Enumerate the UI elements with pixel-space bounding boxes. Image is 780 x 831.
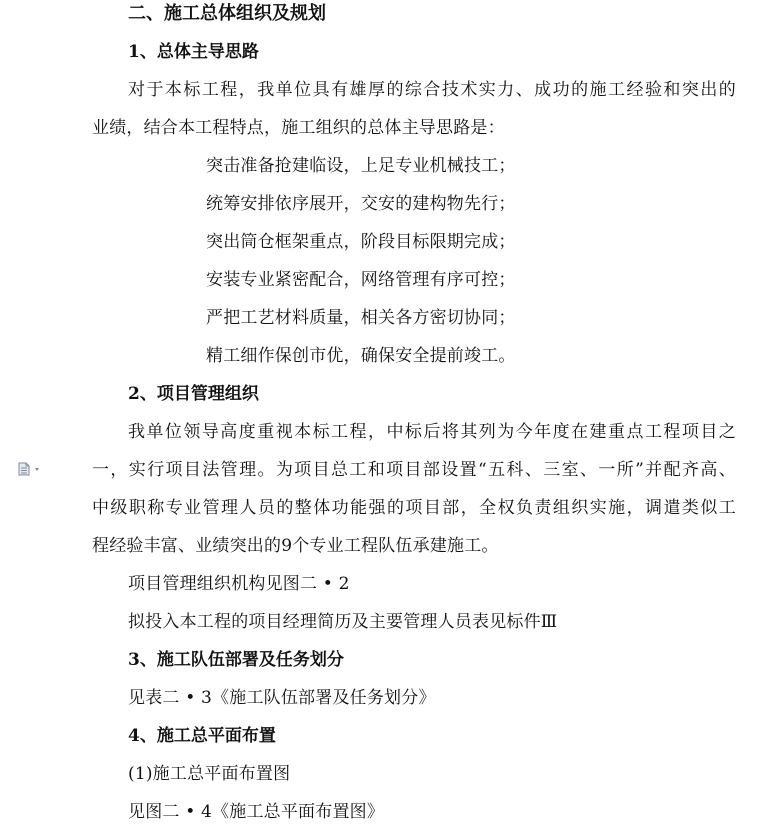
paragraph-line: 一，实行项目法管理。为项目总工和项目部设置“五科、三室、一所”并配齐高、 — [92, 460, 736, 480]
list-item: 突击准备抢建临设，上足专业机械技工； — [206, 156, 516, 176]
paragraph-line: 对于本标工程，我单位具有雄厚的综合技术实力、成功的施工经验和突出的 — [128, 80, 736, 100]
document-dropdown-icon[interactable] — [18, 461, 48, 475]
paragraph-line: 中级职称专业管理人员的整体功能强的项目部，全权负责组织实施，调遣类似工 — [92, 498, 736, 518]
subsection-title: (1)施工总平面布置图 — [128, 764, 291, 784]
figure-reference: 见图二 • 4《施工总平面布置图》 — [128, 802, 385, 822]
paragraph-line: 我单位领导高度重视本标工程，中标后将其列为今年度在建重点工程项目之 — [128, 422, 736, 442]
table-reference: 见表二 • 3《施工队伍部署及任务划分》 — [128, 688, 436, 708]
chapter-heading: 二、施工总体组织及规划 — [128, 3, 326, 24]
section-4-title: 4、施工总平面布置 — [128, 726, 276, 746]
section-3-title: 3、施工队伍部署及任务划分 — [128, 650, 344, 670]
figure-reference: 项目管理组织机构见图二 • 2 — [128, 574, 350, 594]
paragraph-line: 业绩，结合本工程特点，施工组织的总体主导思路是： — [92, 118, 505, 138]
list-item: 安装专业紧密配合，网络管理有序可控； — [206, 270, 516, 290]
list-item: 严把工艺材料质量，相关各方密切协同； — [206, 308, 516, 328]
list-item: 精工细作保创市优，确保安全提前竣工。 — [206, 346, 516, 366]
attachment-reference: 拟投入本工程的项目经理简历及主要管理人员表见标件Ⅲ — [128, 612, 558, 632]
list-item: 突出筒仓框架重点，阶段目标限期完成； — [206, 232, 516, 252]
section-1-title: 1、总体主导思路 — [128, 42, 259, 62]
section-2-title: 2、项目管理组织 — [128, 384, 259, 404]
list-item: 统筹安排依序展开，交安的建构物先行； — [206, 194, 516, 214]
paragraph-line: 程经验丰富、业绩突出的9个专业工程队伍承建施工。 — [92, 536, 499, 556]
